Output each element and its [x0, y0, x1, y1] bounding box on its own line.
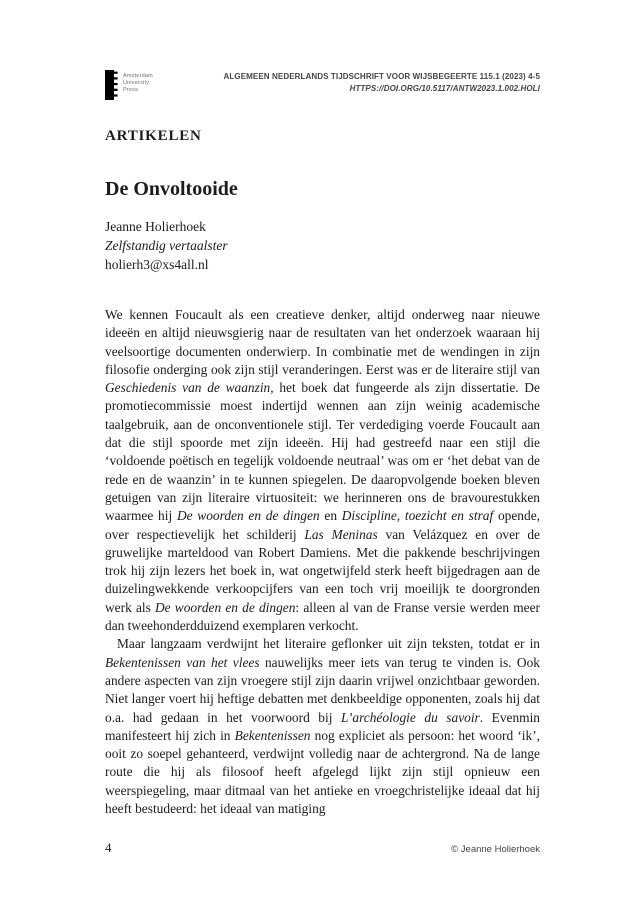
author-email: holierh3@xs4all.nl [105, 257, 209, 272]
page-header [105, 70, 540, 100]
aup-logo-icon [105, 70, 118, 100]
article-body [105, 306, 540, 818]
author-block [105, 217, 540, 274]
section-label: ARTIKELEN [105, 128, 202, 144]
page-footer [105, 840, 540, 856]
copyright-notice: © Jeanne Holierhoek [451, 844, 540, 855]
paragraph: We kennen Foucault als een creatieve denker, altijd onderweg naar nieuwe ideeën en altijd nieuwsgierig naar de resultaten van het onderzoek waaraan hij veelsoortige documenten onderwierp. In combinatie met de wendingen in zijn filosofie onderging ook zijn stijl veranderingen. Eerst was er de literaire stijl van Geschiedenis van de waanzin, het boek dat fungeerde als zijn dissertatie. De promotiecommissie moest indertijd wennen aan zijn weinig academische taalgebruik, aan de onconventionele stijl. Ter verdediging voerde Foucault aan dat die stijl spoorde met zijn ideeën. Hij had gestreefd naar een stijl die ‘voldoende poëtisch en tegelijk voldoende neutraal’ was om er ‘het debat van de rede en de waanzin’ in te kunnen spiegelen. De daaropvolgende boeken bleven getuigen van zijn literaire virtuositeit: we herinneren ons de bravourestukken waarmee hij De woorden en de dingen en Discipline, toezicht en straf opende, over respectievelijk het schilderij Las Meninas van Velázquez en over de gruwelijke marteldood van Robert Damiens. Met die pakkende beschrijvingen trok hij zijn lezers het boek in, wat ongetwijfeld sterk heeft bijgedragen aan de duizelingwekkende verkoopcijfers van een toch vrij moeilijk te doorgronden werk als De woorden en de dingen: alleen al van de Franse versie werden meer dan tweehonderdduizend exemplaren verkocht. [105, 307, 540, 634]
publisher-logo [105, 70, 153, 100]
publisher-name-line: Press [123, 87, 139, 93]
publisher-name-line: Amsterdam [123, 73, 153, 79]
author-affiliation: Zelfstandig vertaalster [105, 238, 228, 253]
paragraph: Maar langzaam verdwijnt het literaire geflonker uit zijn teksten, totdat er in Bekentenissen van het vlees nauwelijks meer iets van terug te vinden is. Ook andere aspecten van zijn vroegere stijl zijn daarin vrijwel onzichtbaar geworden. Niet langer voert hij heftige debatten met denkbeeldige opponenten, zoals hij dat o.a. had gedaan in het voorwoord bij L’archéologie du savoir. Evenmin manifesteert hij zich in Bekentenissen nog expliciet als persoon: het woord ‘ik’, ooit zo soepel gehanteerd, verdwijnt volledig naar de achtergrond. Na de lange route die hij als filosoof heeft afgelegd lijkt zijn stijl opnieuw een weerspiegeling, maar ditmaal van het antieke en vroegchristelijke ideaal dat hij heeft bestudeerd: het ideaal van matiging [105, 636, 540, 817]
page-number: 4 [105, 840, 112, 855]
doi-line: HTTPS://DOI.ORG/10.5117/ANTW2023.1.002.HOLI [349, 84, 540, 93]
journal-title-line: ALGEMEEN NEDERLANDS TIJDSCHRIFT VOOR WIJSBEGEERTE 115.1 (2023) 4-5 [223, 72, 540, 81]
author-name: Jeanne Holierhoek [105, 219, 206, 234]
journal-info [224, 71, 540, 95]
publisher-name-line: University [123, 80, 150, 86]
article-title: De Onvoltooide [105, 178, 238, 200]
publisher-name [123, 70, 153, 100]
